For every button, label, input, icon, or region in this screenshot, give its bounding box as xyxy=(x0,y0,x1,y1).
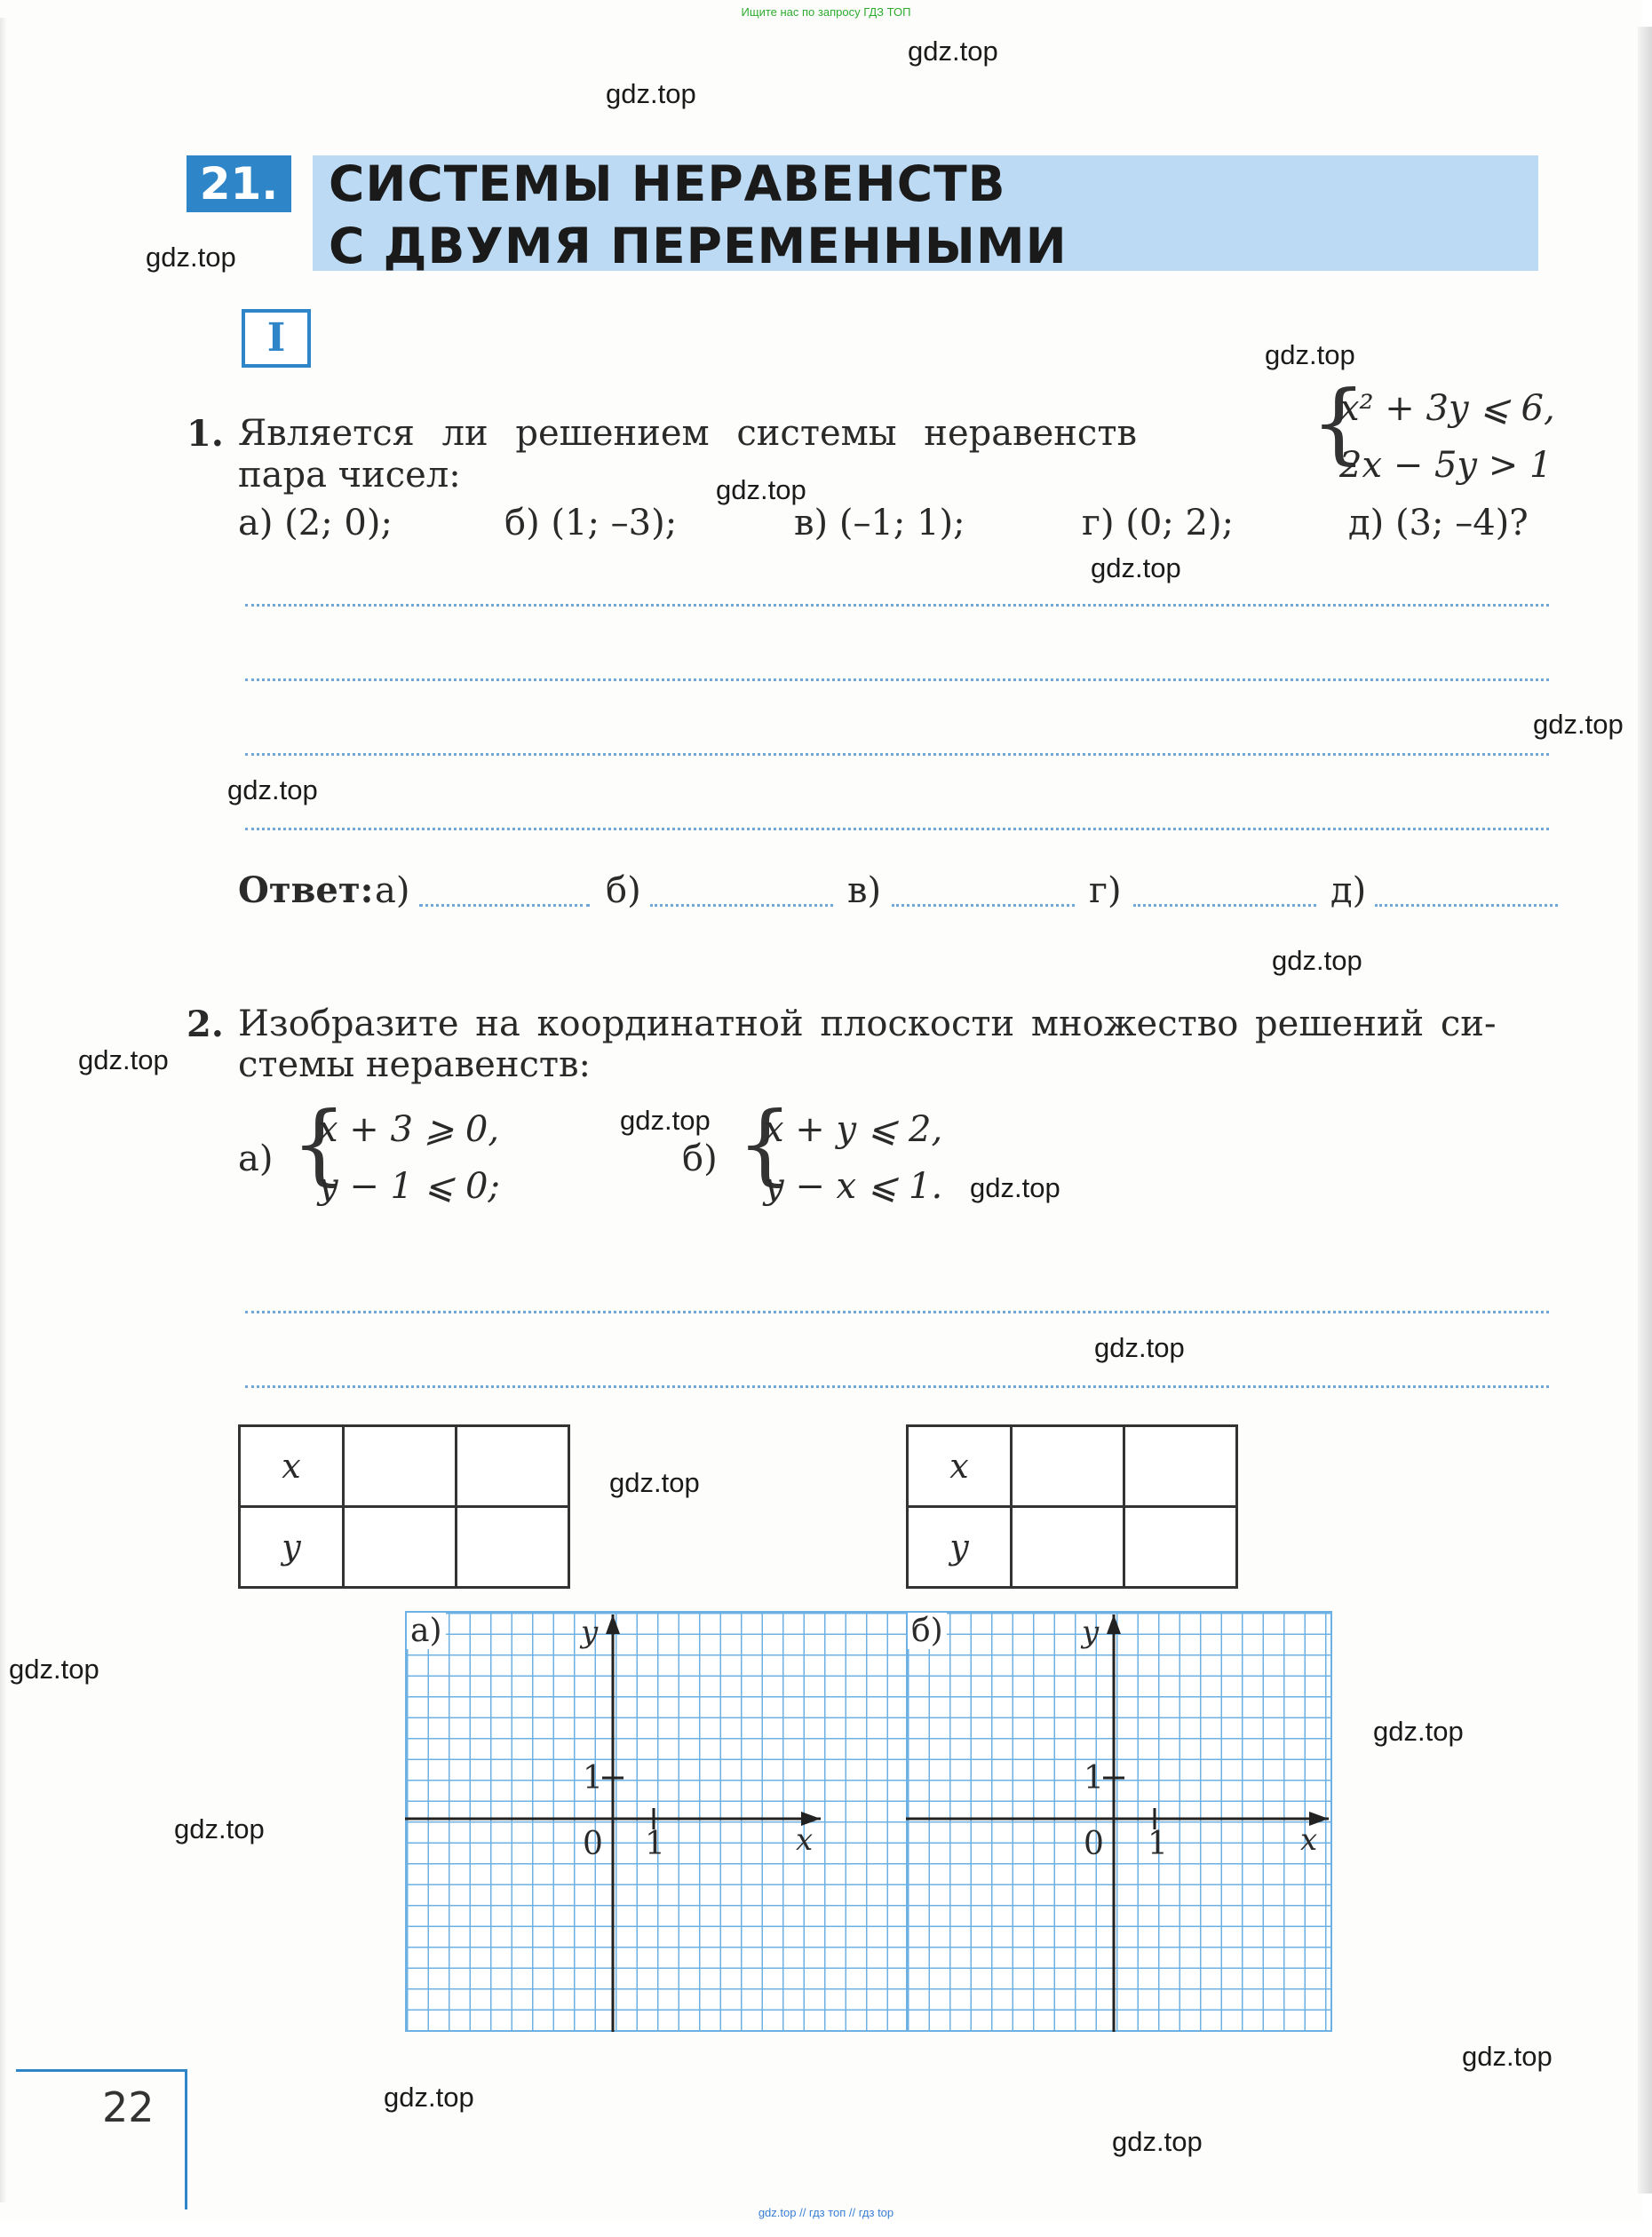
answer-line-4[interactable] xyxy=(245,828,1549,830)
task1-option-c: в) (–1; 1); xyxy=(794,503,965,543)
task1-option-b: б) (1; –3); xyxy=(504,503,678,543)
table-cell[interactable] xyxy=(1012,1507,1124,1588)
table-row xyxy=(240,1507,569,1588)
answer-slot-a-label: а) xyxy=(375,870,410,911)
table-header-y: y xyxy=(908,1507,1012,1588)
graph-a-label: а) xyxy=(407,1613,446,1649)
page-left-shadow xyxy=(0,18,7,2202)
page-edge-shadow xyxy=(1638,27,1652,2193)
chapter-title: СИСТЕМЫ НЕРАВЕНСТВ С ДВУМЯ ПЕРЕМЕННЫМИ xyxy=(329,155,1068,274)
watermark: gdz.top xyxy=(1091,552,1181,583)
graph-a-origin-label: 0 xyxy=(583,1826,603,1862)
task2-text-line1: Изобразите на координатной плоскости множество решений си- xyxy=(238,1003,1497,1044)
graph-a-x-label: x xyxy=(796,1822,814,1858)
watermark: gdz.top xyxy=(174,1813,265,1844)
task2-a-line1: x + 3 ⩾ 0, xyxy=(318,1109,500,1150)
y-axis-arrow-a xyxy=(606,1614,620,1634)
task1-text-line1: Является ли решением системы неравенств xyxy=(238,413,1137,454)
graph-b-x-unit-label: 1 xyxy=(1148,1826,1168,1862)
answer-line-5[interactable] xyxy=(245,1311,1549,1313)
header-note: Ищите нас по запросу ГДЗ ТОП xyxy=(741,5,911,19)
table-cell[interactable] xyxy=(1124,1426,1237,1507)
watermark: gdz.top xyxy=(227,774,318,805)
task2-a-label: а) xyxy=(238,1138,274,1179)
task2-b-line1: x + y ⩽ 2, xyxy=(764,1109,943,1150)
table-header-x: x xyxy=(908,1426,1012,1507)
answer-slot-e-label: д) xyxy=(1330,870,1367,911)
graph-b-origin-label: 0 xyxy=(1084,1826,1104,1862)
answer-slot-c-label: в) xyxy=(847,870,882,911)
answer-line-3[interactable] xyxy=(245,753,1549,756)
task1-system-line2: 2x − 5y > 1 xyxy=(1339,445,1553,486)
answer-slot-b-label: б) xyxy=(606,870,641,911)
graph-a-y-label: y xyxy=(581,1614,599,1650)
task1-number: 1. xyxy=(187,413,224,455)
task2-b-label: б) xyxy=(682,1138,718,1179)
watermark: gdz.top xyxy=(1272,945,1362,976)
graph-b-x-label: x xyxy=(1300,1822,1318,1858)
difficulty-level-badge: I xyxy=(242,309,311,368)
watermark: gdz.top xyxy=(1265,339,1355,370)
watermark: gdz.top xyxy=(146,242,236,273)
coordinate-axes xyxy=(405,1611,1332,2032)
value-table-b xyxy=(906,1424,1238,1589)
task1-system-line1: x² + 3y ⩽ 6, xyxy=(1339,388,1555,429)
watermark: gdz.top xyxy=(1462,2041,1553,2072)
y-axis-arrow-b xyxy=(1107,1614,1121,1634)
table-cell[interactable] xyxy=(1012,1426,1124,1507)
task2-a-system xyxy=(318,1101,500,1215)
watermark: gdz.top xyxy=(1373,1716,1464,1747)
answer-slot-d[interactable] xyxy=(1133,904,1316,907)
table-cell[interactable] xyxy=(1124,1507,1237,1588)
task1-text-line2: пара чисел: xyxy=(238,455,461,496)
task2-a-brace: { xyxy=(291,1094,347,1195)
task2-b-system xyxy=(764,1101,942,1215)
task1-system xyxy=(1339,380,1555,494)
watermark: gdz.top xyxy=(1094,1332,1185,1363)
watermark: gdz.top xyxy=(908,36,998,67)
task1-option-d: г) (0; 2); xyxy=(1082,503,1235,543)
table-header-y: y xyxy=(240,1507,344,1588)
table-cell[interactable] xyxy=(344,1507,457,1588)
page-number: 22 xyxy=(102,2083,155,2131)
graph-b-label: б) xyxy=(908,1613,947,1649)
task2-b-line2: y − x ⩽ 1. xyxy=(764,1166,943,1207)
answer-slot-c[interactable] xyxy=(892,904,1075,907)
chapter-number: 21. xyxy=(187,155,291,212)
watermark: gdz.top xyxy=(609,1467,700,1498)
answer-line-1[interactable] xyxy=(245,604,1549,607)
footer-note: gdz.top // гдз топ // гдз top xyxy=(758,2206,894,2219)
task2-number: 2. xyxy=(187,1003,224,1045)
table-row xyxy=(240,1426,569,1507)
watermark: gdz.top xyxy=(970,1172,1060,1203)
watermark: gdz.top xyxy=(1112,2126,1203,2157)
value-table-a xyxy=(238,1424,570,1589)
task1-answer-label: Ответ: xyxy=(238,869,374,911)
watermark: gdz.top xyxy=(606,78,696,109)
table-cell[interactable] xyxy=(344,1426,457,1507)
task2-text-line2: стемы неравенств: xyxy=(238,1044,592,1085)
graph-a-y-unit-label: 1 xyxy=(583,1760,603,1797)
table-header-x: x xyxy=(240,1426,344,1507)
answer-slot-d-label: г) xyxy=(1089,870,1122,911)
table-row xyxy=(908,1426,1237,1507)
graph-b-y-label: y xyxy=(1082,1614,1100,1650)
watermark: gdz.top xyxy=(620,1105,711,1136)
task1-system-brace: { xyxy=(1311,373,1367,474)
table-cell[interactable] xyxy=(457,1507,569,1588)
task1-option-e: д) (3; –4)? xyxy=(1348,503,1529,543)
answer-line-2[interactable] xyxy=(245,678,1549,681)
answer-slot-a[interactable] xyxy=(419,904,590,907)
watermark: gdz.top xyxy=(78,1044,169,1075)
task2-a-line2: y − 1 ⩽ 0; xyxy=(318,1166,500,1207)
watermark: gdz.top xyxy=(1533,709,1624,740)
watermark: gdz.top xyxy=(716,474,806,505)
watermark: gdz.top xyxy=(384,2082,474,2113)
graph-a-x-unit-label: 1 xyxy=(645,1826,665,1862)
answer-line-6[interactable] xyxy=(245,1385,1549,1388)
task1-option-a: а) (2; 0); xyxy=(238,503,393,543)
answer-slot-b[interactable] xyxy=(650,904,833,907)
table-row xyxy=(908,1507,1237,1588)
watermark: gdz.top xyxy=(9,1654,99,1685)
graph-b-y-unit-label: 1 xyxy=(1084,1760,1104,1797)
answer-slot-e[interactable] xyxy=(1375,904,1558,907)
task2-b-brace: { xyxy=(737,1094,793,1195)
table-cell[interactable] xyxy=(457,1426,569,1507)
